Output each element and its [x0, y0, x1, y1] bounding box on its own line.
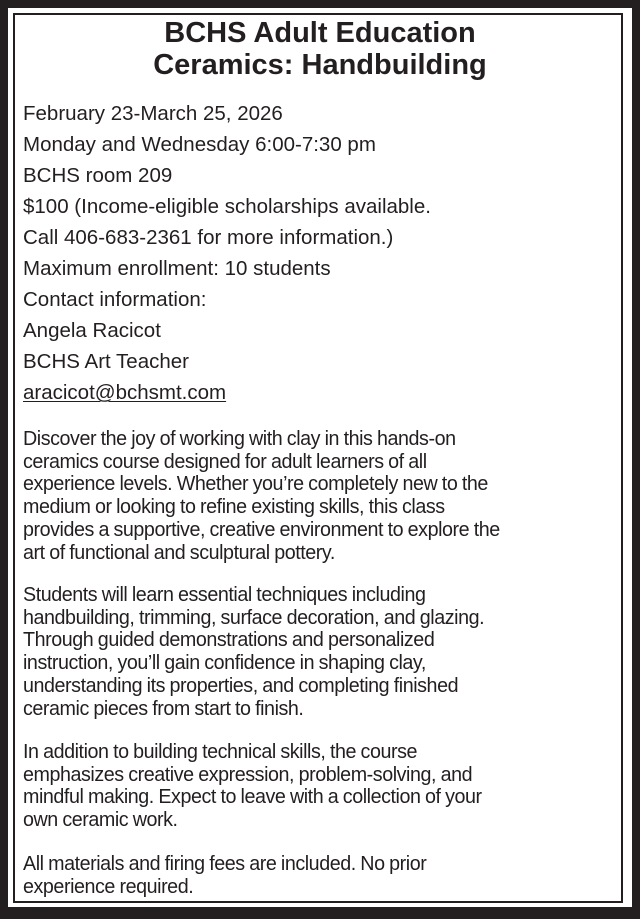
course-location: BCHS room 209	[23, 164, 173, 187]
course-dates: February 23-March 25, 2026	[23, 102, 283, 125]
ad-title-organization: BCHS Adult Education	[164, 17, 476, 49]
paragraph-line: emphasizes creative expression, problem-solving, and	[23, 763, 473, 786]
contact-label: Contact information:	[23, 288, 207, 311]
paragraph-line: medium or looking to refine existing skills, this class	[23, 496, 445, 519]
paragraph-line: own ceramic work.	[23, 809, 178, 832]
paragraph-line: experience levels. Whether you’re completely new to the	[23, 473, 488, 496]
course-schedule: Monday and Wednesday 6:00-7:30 pm	[23, 133, 376, 156]
description-paragraph-techniques	[23, 584, 614, 720]
paragraph-line: understanding its properties, and completing finished	[23, 674, 459, 697]
paragraph-line: handbuilding, trimming, surface decoration, and glazing.	[23, 606, 485, 629]
contact-email-link[interactable]: aracicot@bchsmt.com	[23, 381, 227, 404]
paragraph-line: All materials and firing fees are included. No prior	[23, 853, 427, 875]
paragraph-line: Through guided demonstrations and personalized	[23, 629, 435, 652]
paragraph-line: In addition to building technical skills, the course	[23, 741, 418, 763]
course-phone: Call 406-683-2361 for more information.)	[23, 226, 394, 249]
paragraph-line: art of functional and sculptural pottery.	[23, 541, 335, 564]
course-enrollment: Maximum enrollment: 10 students	[23, 257, 331, 280]
description-paragraph-intro	[23, 428, 614, 564]
paragraph-line: provides a supportive, creative environment to explore the	[23, 518, 500, 541]
paragraph-line: experience required.	[23, 875, 194, 898]
paragraph-line: mindful making. Expect to leave with a collection of your	[23, 786, 482, 809]
description-paragraph-materials	[23, 853, 614, 898]
paragraph-line: ceramics course designed for adult learners of all	[23, 450, 427, 473]
paragraph-line: ceramic pieces from start to finish.	[23, 697, 304, 720]
paragraph-line: Discover the joy of working with clay in this hands-on	[23, 428, 456, 450]
paragraph-line: instruction, you’ll gain confidence in shaping clay,	[23, 652, 426, 675]
ad-title-course: Ceramics: Handbuilding	[153, 49, 487, 81]
paragraph-line: Students will learn essential techniques including	[23, 584, 426, 606]
course-cost: $100 (Income-eligible scholarships available.	[23, 195, 431, 218]
contact-title: BCHS Art Teacher	[23, 350, 189, 373]
contact-name: Angela Racicot	[23, 319, 161, 342]
description-paragraph-skills	[23, 741, 614, 832]
